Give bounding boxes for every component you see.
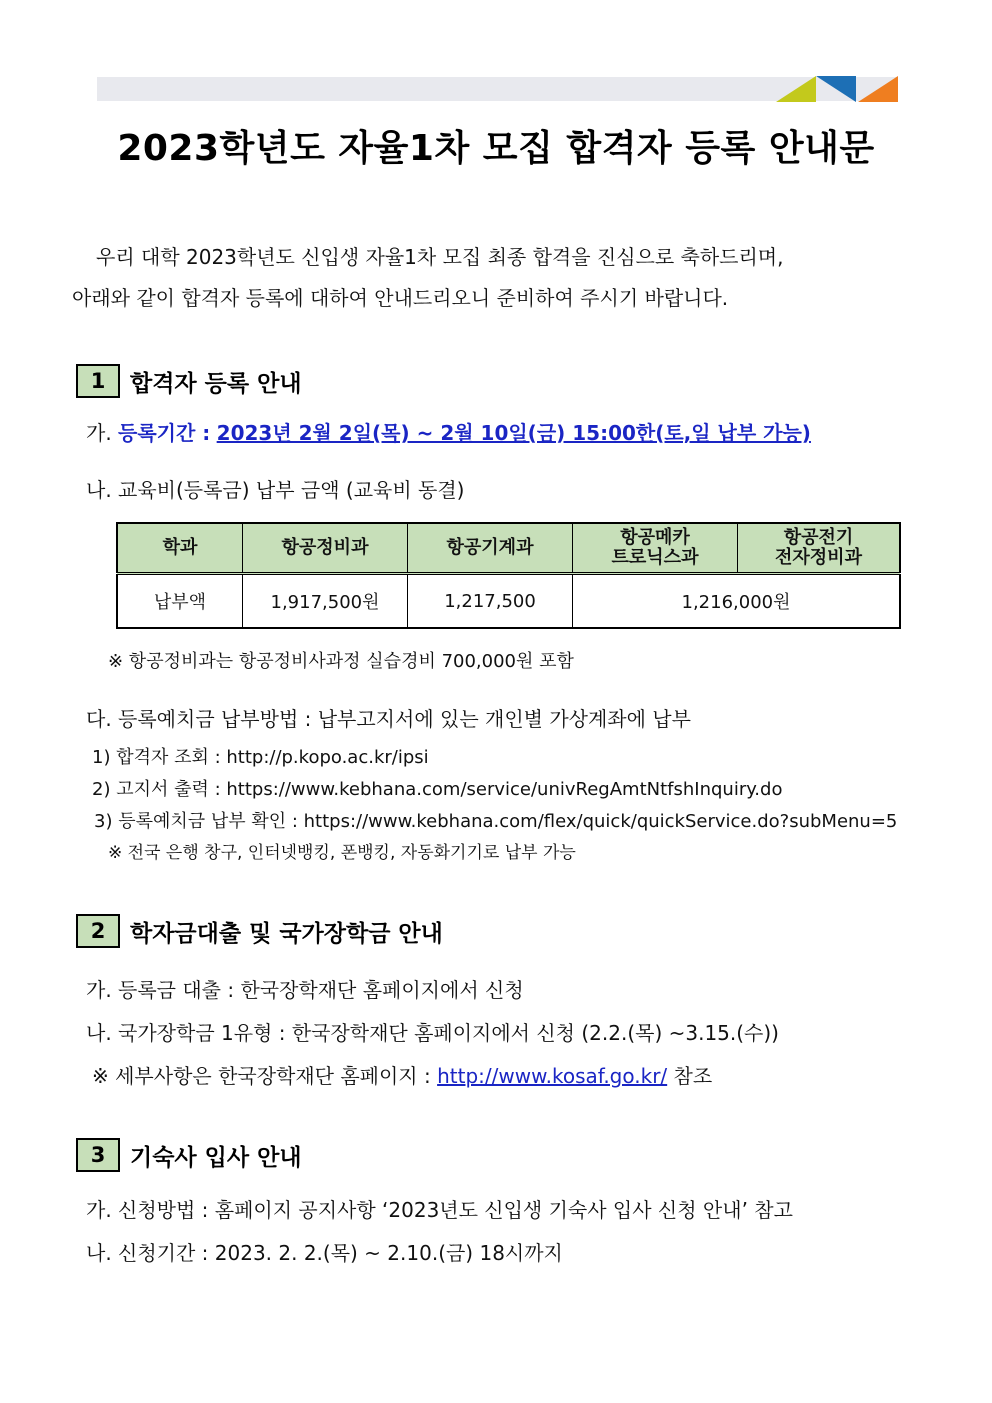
intro-line-2: 아래와 같이 합격자 등록에 대하여 안내드리오니 준비하여 주시기 바랍니다. (72, 286, 729, 310)
registration-period-value: 2023년 2월 2일(목) ~ 2월 10일(금) 15:00한(토,일 납부 가능) (216, 421, 811, 445)
page-title: 2023학년도 자율1차 모집 합격자 등록 안내문 (117, 128, 875, 169)
dorm-apply-method: 가. 신청방법 : 홈페이지 공지사항 ‘2023년도 신입생 기숙사 입사 신청 안내’ 참고 (86, 1198, 793, 1222)
bank-payment-note: ※ 전국 은행 창구, 인터넷뱅킹, 폰뱅킹, 자동화기기로 납부 가능 (108, 843, 576, 863)
registration-period (86, 417, 811, 446)
section-1-heading (76, 362, 302, 400)
practice-fee-note: ※ 항공정비과는 항공정비사과정 실습경비 700,000원 포함 (108, 651, 574, 672)
table-header-aviation-mechatronics: 항공메카 트로닉스과 (573, 523, 738, 574)
section-1-title: 합격자 등록 안내 (130, 370, 302, 397)
table-header-dept: 학과 (117, 523, 243, 574)
dorm-apply-period: 나. 신청기간 : 2023. 2. 2.(목) ~ 2.10.(금) 18시까지 (86, 1241, 563, 1265)
list-item-applicant-lookup[interactable]: 1) 합격자 조회 : http://p.kopo.ac.kr/ipsi (92, 747, 429, 768)
section-1-number: 1 (76, 364, 120, 398)
registration-period-label: 등록기간 : (118, 421, 211, 445)
table-row-label: 납부액 (117, 574, 243, 629)
section-2-number: 2 (76, 914, 120, 948)
list-item-invoice-print[interactable]: 2) 고지서 출력 : https://www.kebhana.com/service/univRegAmtNtfshInquiry.do (92, 779, 783, 800)
tuition-heading: 나. 교육비(등록금) 납부 금액 (교육비 동결) (86, 478, 465, 502)
section-2-heading (76, 912, 443, 950)
kosaf-link[interactable]: http://www.kosaf.go.kr/ (437, 1064, 668, 1088)
list-item-deposit-confirm[interactable]: 3) 등록예치금 납부 확인 : https://www.kebhana.com/flex/quick/quickService.do?subMenu=5 (94, 811, 898, 832)
registration-period-prefix: 가. (86, 421, 112, 445)
section-3-title: 기숙사 입사 안내 (130, 1144, 302, 1171)
tuition-table-row (117, 574, 900, 629)
kosaf-note-suffix: 참조 (673, 1064, 713, 1088)
section-3-number: 3 (76, 1138, 120, 1172)
tuition-loan-line: 가. 등록금 대출 : 한국장학재단 홈페이지에서 신청 (86, 978, 524, 1002)
intro-line-1: 우리 대학 2023학년도 신입생 자율1차 모집 최종 합격을 진심으로 축하드리며, (96, 245, 784, 269)
tuition-table-header-row (117, 523, 900, 574)
table-cell-aircraft-mechanical: 1,217,500 (408, 574, 573, 629)
section-2-title: 학자금대출 및 국가장학금 안내 (130, 920, 443, 947)
deposit-method: 다. 등록예치금 납부방법 : 납부고지서에 있는 개인별 가상계좌에 납부 (86, 707, 691, 731)
kosaf-note-prefix: ※ 세부사항은 한국장학재단 홈페이지 : (92, 1064, 431, 1088)
table-header-aircraft-mechanical: 항공기계과 (408, 523, 573, 574)
tuition-table (116, 522, 901, 629)
table-header-aviation-electrical: 항공전기 전자정비과 (738, 523, 901, 574)
college-logo (776, 76, 898, 102)
kosaf-note (92, 1060, 712, 1089)
table-cell-mechatronics-electrical: 1,216,000원 (573, 574, 901, 629)
table-cell-aircraft-maintenance: 1,917,500원 (243, 574, 408, 629)
national-scholarship-line: 나. 국가장학금 1유형 : 한국장학재단 홈페이지에서 신청 (2.2.(목) ~3.15.(수)) (86, 1021, 779, 1045)
section-3-heading (76, 1136, 302, 1174)
table-header-aircraft-maintenance: 항공정비과 (243, 523, 408, 574)
